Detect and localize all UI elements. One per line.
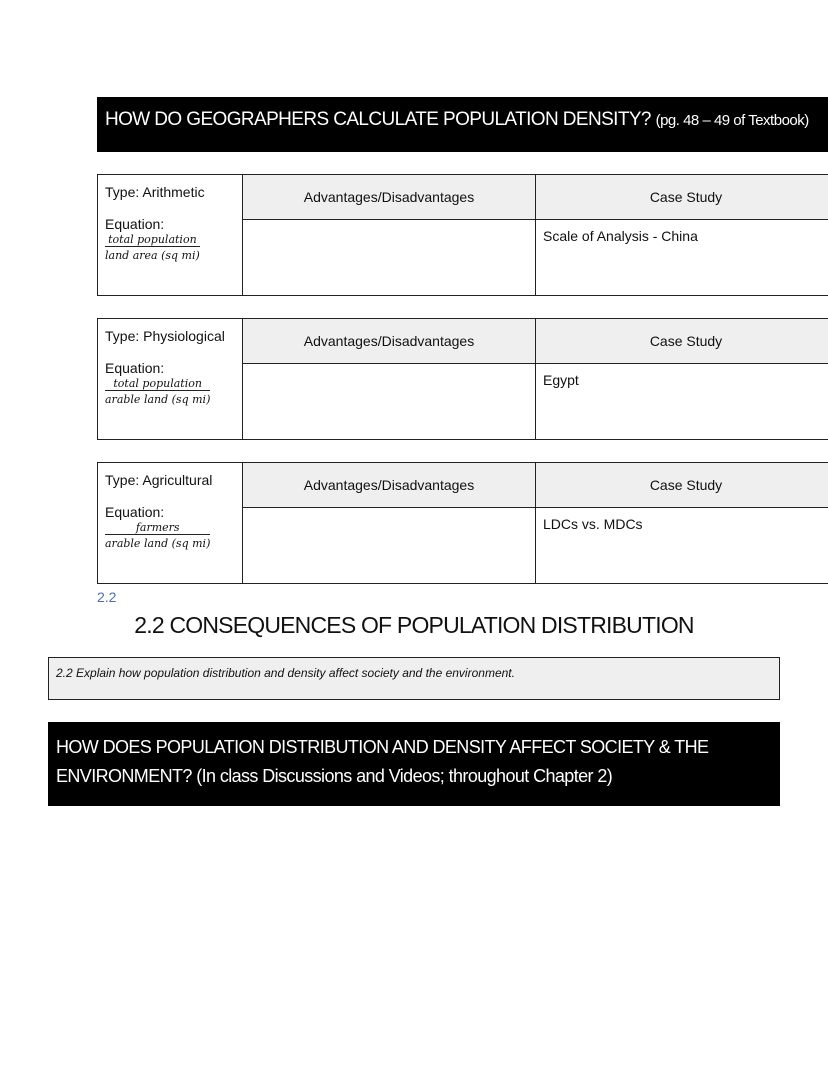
case-study-cell[interactable]: Scale of Analysis - China	[536, 220, 828, 296]
type-cell	[98, 463, 243, 584]
banner-subtitle: (pg. 48 – 49 of Textbook)	[655, 112, 809, 129]
advantages-cell[interactable]	[243, 508, 536, 584]
case-study-cell[interactable]: Egypt	[536, 364, 828, 440]
population-density-banner	[97, 97, 828, 152]
equation-label: Equation:	[105, 504, 165, 520]
case-study-header: Case Study	[536, 175, 828, 220]
arithmetic-density-table	[97, 174, 828, 296]
advantages-cell[interactable]	[243, 220, 536, 296]
case-study-header: Case Study	[536, 319, 828, 364]
advantages-header: Advantages/Disadvantages	[243, 319, 536, 364]
advantages-header: Advantages/Disadvantages	[243, 463, 536, 508]
section-number-label: 2.2	[97, 589, 117, 605]
numerator: total population	[105, 377, 210, 391]
advantages-header: Advantages/Disadvantages	[243, 175, 536, 220]
learning-objective-box: 2.2 Explain how population distribution and density affect society and the environment.	[48, 657, 780, 700]
advantages-cell[interactable]	[243, 364, 536, 440]
society-environment-banner: HOW DOES POPULATION DISTRIBUTION AND DENSITY AFFECT SOCIETY & THE ENVIRONMENT? (In class Discussions and Videos; throughout Chapter 2)	[48, 722, 780, 806]
numerator: total population	[105, 233, 200, 247]
case-study-header: Case Study	[536, 463, 828, 508]
denominator: land area (sq mi)	[105, 249, 200, 262]
type-cell	[98, 319, 243, 440]
equation-fraction	[105, 233, 200, 262]
type-cell	[98, 175, 243, 296]
type-label: Type: Arithmetic	[105, 184, 205, 200]
type-label: Type: Physiological	[105, 328, 225, 344]
denominator: arable land (sq mi)	[105, 393, 211, 406]
equation-label: Equation:	[105, 360, 165, 376]
numerator: farmers	[105, 521, 210, 535]
denominator: arable land (sq mi)	[105, 537, 211, 550]
agricultural-density-table	[97, 462, 828, 584]
equation-fraction	[105, 377, 210, 406]
case-study-cell[interactable]: LDCs vs. MDCs	[536, 508, 828, 584]
equation-fraction	[105, 521, 210, 550]
equation-label: Equation:	[105, 216, 165, 232]
type-label: Type: Agricultural	[105, 472, 213, 488]
physiological-density-table	[97, 318, 828, 440]
banner-title: HOW DO GEOGRAPHERS CALCULATE POPULATION DENSITY?	[105, 109, 651, 130]
section-title: 2.2 CONSEQUENCES OF POPULATION DISTRIBUTION	[134, 612, 694, 638]
